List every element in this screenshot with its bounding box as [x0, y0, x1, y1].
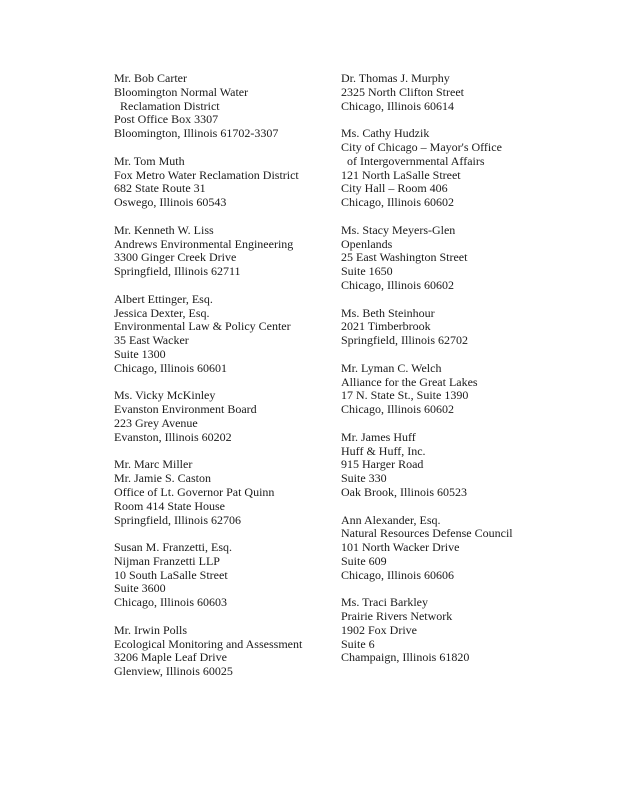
address-line: Bloomington Normal Water [114, 84, 249, 99]
address-line: 682 State Route 31 [114, 181, 206, 196]
address-line: Office of Lt. Governor Pat Quinn [114, 484, 275, 499]
address-line: Chicago, Illinois 60602 [341, 277, 454, 292]
address-line: Springfield, Illinois 62711 [114, 264, 241, 279]
address-block [341, 72, 581, 113]
address-block [341, 127, 581, 210]
address-line: Susan M. Franzetti, Esq. [114, 540, 232, 555]
address-block [341, 431, 581, 500]
address-block [341, 307, 581, 348]
address-line: Chicago, Illinois 60614 [341, 98, 454, 113]
address-line: Chicago, Illinois 60602 [341, 195, 454, 210]
address-line: Suite 6 [341, 636, 375, 651]
address-line: Mr. Lyman C. Welch [341, 360, 442, 375]
address-line: Ms. Cathy Hudzik [341, 126, 430, 141]
address-line: Environmental Law & Policy Center [114, 319, 291, 334]
address-line: 17 N. State St., Suite 1390 [341, 388, 469, 403]
address-line: Openlands [341, 236, 393, 251]
address-line: 2325 North Clifton Street [341, 84, 464, 99]
address-line: Nijman Franzetti LLP [114, 553, 220, 568]
address-line: 3300 Ginger Creek Drive [114, 250, 237, 265]
address-block [114, 293, 324, 376]
address-block [114, 458, 324, 527]
address-line: Mr. Bob Carter [114, 71, 187, 85]
address-block [341, 362, 581, 417]
address-line: Room 414 State House [114, 498, 225, 513]
address-line: 2021 Timberbrook [341, 319, 431, 334]
address-line: Springfield, Illinois 62702 [341, 333, 468, 348]
address-block [341, 514, 581, 583]
address-line: of Intergovernmental Affairs [341, 153, 485, 168]
address-line: 25 East Washington Street [341, 250, 468, 265]
address-block [114, 72, 324, 141]
address-line: 10 South LaSalle Street [114, 567, 228, 582]
address-line: Natural Resources Defense Council [341, 526, 513, 541]
address-line: Dr. Thomas J. Murphy [341, 71, 450, 85]
address-line: Oswego, Illinois 60543 [114, 195, 227, 210]
address-block [341, 224, 581, 293]
address-line: Albert Ettinger, Esq. [114, 291, 213, 306]
address-line: Mr. Jamie S. Caston [114, 471, 212, 486]
address-block [114, 389, 324, 444]
address-line: Ecological Monitoring and Assessment [114, 636, 303, 651]
address-line: City Hall – Room 406 [341, 181, 448, 196]
address-line: Mr. Kenneth W. Liss [114, 222, 214, 237]
address-block [114, 224, 324, 279]
address-line: Prairie Rivers Network [341, 609, 453, 624]
address-line: Evanston, Illinois 60202 [114, 429, 232, 444]
address-line: Huff & Huff, Inc. [341, 443, 426, 458]
address-line: Chicago, Illinois 60601 [114, 360, 227, 375]
address-line: Suite 1650 [341, 264, 393, 279]
address-line: Post Office Box 3307 [114, 112, 219, 127]
address-line: Mr. Tom Muth [114, 153, 185, 168]
address-line: Alliance for the Great Lakes [341, 374, 478, 389]
address-line: Reclamation District [114, 98, 220, 113]
address-line: Champaign, Illinois 61820 [341, 650, 470, 665]
address-line: Mr. James Huff [341, 429, 416, 444]
address-line: 223 Grey Avenue [114, 415, 198, 430]
address-line: Suite 1300 [114, 346, 166, 361]
address-line: Ms. Beth Steinhour [341, 305, 435, 320]
address-line: Suite 3600 [114, 581, 166, 596]
address-line: Ms. Stacy Meyers-Glen [341, 222, 456, 237]
address-line: Mr. Marc Miller [114, 457, 193, 472]
address-line: Ms. Traci Barkley [341, 595, 428, 610]
address-block [341, 596, 581, 665]
left-address-column [114, 72, 324, 693]
address-line: Oak Brook, Illinois 60523 [341, 484, 467, 499]
address-line: Chicago, Illinois 60603 [114, 595, 227, 610]
address-block [114, 541, 324, 610]
address-line: Bloomington, Illinois 61702-3307 [114, 126, 279, 141]
address-line: 915 Harger Road [341, 457, 424, 472]
address-line: 3206 Maple Leaf Drive [114, 650, 227, 665]
address-line: Andrews Environmental Engineering [114, 236, 294, 251]
address-block [114, 624, 324, 679]
address-line: Suite 330 [341, 471, 387, 486]
address-line: Glenview, Illinois 60025 [114, 664, 233, 679]
address-line: Ann Alexander, Esq. [341, 512, 441, 527]
address-line: Suite 609 [341, 553, 387, 568]
address-line: City of Chicago – Mayor's Office [341, 139, 502, 154]
address-block [114, 155, 324, 210]
address-line: 121 North LaSalle Street [341, 167, 461, 182]
address-line: Springfield, Illinois 62706 [114, 512, 241, 527]
address-line: Fox Metro Water Reclamation District [114, 167, 299, 182]
right-address-column [341, 72, 581, 679]
address-line: Jessica Dexter, Esq. [114, 305, 210, 320]
address-line: Ms. Vicky McKinley [114, 388, 216, 403]
address-line: 101 North Wacker Drive [341, 540, 460, 555]
address-line: Chicago, Illinois 60606 [341, 567, 454, 582]
address-line: 1902 Fox Drive [341, 622, 417, 637]
address-line: Mr. Irwin Polls [114, 622, 188, 637]
address-line: 35 East Wacker [114, 333, 189, 348]
address-line: Evanston Environment Board [114, 402, 257, 417]
address-line: Chicago, Illinois 60602 [341, 402, 454, 417]
